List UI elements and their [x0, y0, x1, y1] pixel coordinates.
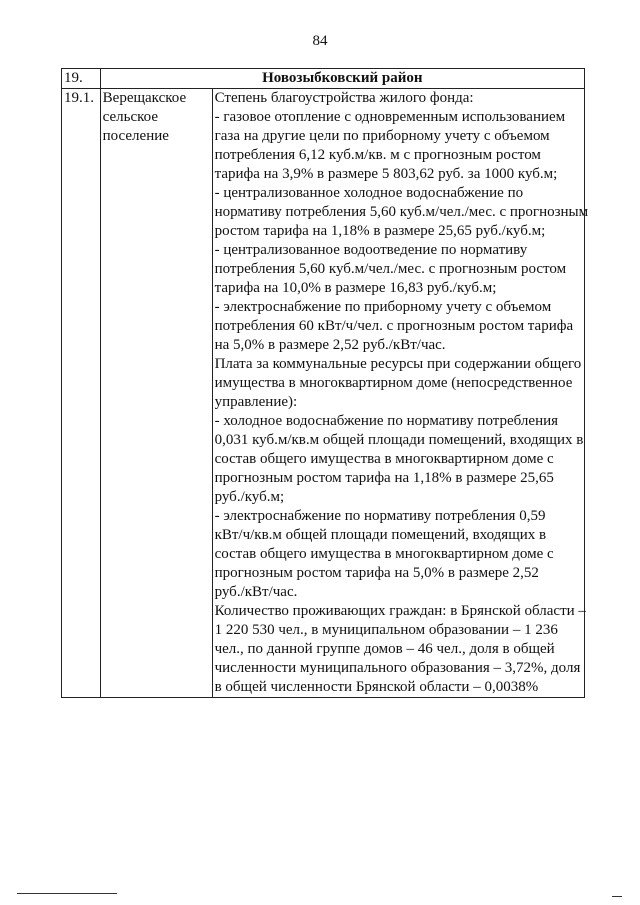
- details-line: имущества в многоквартирном доме (непосредственное: [214, 375, 573, 391]
- details-line: прогнозным ростом тарифа на 5,0% в размере 2,52: [214, 565, 539, 581]
- details-line: чел., по данной группе домов – 46 чел., доля в общей: [214, 641, 555, 657]
- page-number: 84: [312, 33, 328, 49]
- settlement-row: [62, 89, 585, 698]
- settlement-name-line: Верещакское: [102, 90, 187, 106]
- details-line: руб./куб.м;: [214, 489, 285, 505]
- region-number: 19.: [62, 69, 101, 89]
- details-line: - централизованное водоотведение по нормативу: [214, 242, 528, 258]
- settlement-name: [100, 89, 212, 698]
- details-line: управление):: [214, 394, 298, 410]
- details-line: прогнозным ростом тарифа на 1,18% в размере 25,65: [214, 470, 554, 486]
- settlement-number: 19.1.: [62, 89, 101, 698]
- details-line: нормативу потребления 5,60 куб.м/чел./мес. с прогнозным: [214, 204, 589, 220]
- details-line: Степень благоустройства жилого фонда:: [214, 90, 474, 106]
- settlement-details: [212, 89, 589, 698]
- details-line: состав общего имущества в многоквартирном доме с: [214, 546, 554, 562]
- footer-divider: [17, 893, 117, 894]
- details-line: - электроснабжение по нормативу потребления 0,59: [214, 508, 546, 524]
- footer-mark: [612, 896, 622, 897]
- details-line: 1 220 530 чел., в муниципальном образовании – 1 236: [214, 622, 558, 638]
- details-line: состав общего имущества в многоквартирном доме с: [214, 451, 554, 467]
- details-line: - электроснабжение по приборному учету с объемом: [214, 299, 552, 315]
- details-line: 0,031 куб.м/кв.м общей площади помещений, входящих в: [214, 432, 584, 448]
- details-line: численности муниципального образования – 3,72%, доля: [214, 660, 581, 676]
- details-line: газа на другие цели по приборному учету с объемом: [214, 128, 550, 144]
- tariff-table: [61, 68, 589, 698]
- details-line: ростом тарифа на 1,18% в размере 25,65 руб./куб.м;: [214, 223, 546, 239]
- details-line: потребления 60 кВт/ч/чел. с прогнозным ростом тарифа: [214, 318, 574, 334]
- details-line: - холодное водоснабжение по нормативу потребления: [214, 413, 559, 429]
- details-line: - газовое отопление с одновременным использованием: [214, 109, 566, 125]
- details-line: Плата за коммунальные ресурсы при содержании общего: [214, 356, 582, 372]
- details-line: потребления 6,12 куб.м/кв. м с прогнозным ростом: [214, 147, 541, 163]
- settlement-name-line: поселение: [102, 128, 169, 144]
- settlement-name-line: сельское: [102, 109, 159, 125]
- details-line: потребления 5,60 куб.м/чел./мес. с прогнозным ростом: [214, 261, 567, 277]
- details-line: кВт/ч/кв.м общей площади помещений, входящих в: [214, 527, 547, 543]
- details-line: в общей численности Брянской области – 0,0038%: [214, 679, 539, 695]
- details-line: тарифа на 3,9% в размере 5 803,62 руб. за 1000 куб.м;: [214, 166, 558, 182]
- details-line: тарифа на 10,0% в размере 16,83 руб./куб.м;: [214, 280, 497, 296]
- details-line: руб./кВт/час.: [214, 584, 298, 600]
- details-line: на 5,0% в размере 2,52 руб./кВт/час.: [214, 337, 446, 353]
- region-title: Новозыбковский район: [100, 69, 584, 89]
- region-header-row: [62, 69, 585, 89]
- details-line: - централизованное холодное водоснабжение по: [214, 185, 524, 201]
- details-line: Количество проживающих граждан: в Брянской области –: [214, 603, 586, 619]
